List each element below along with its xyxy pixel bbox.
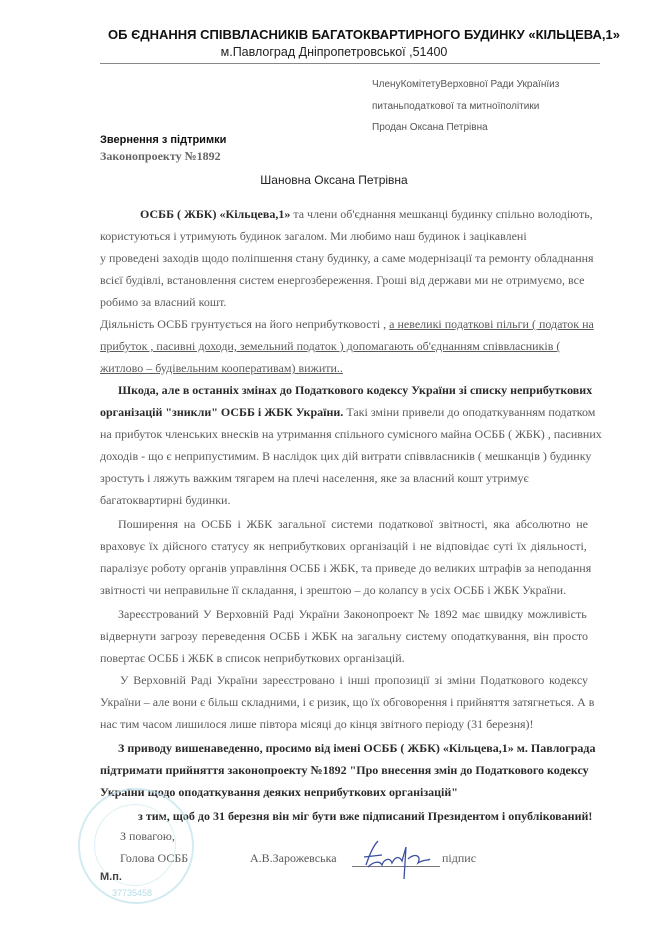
body-text: Зареєстрований У Верховній Раді України Законопроект № 1892 має швидку можливість (118, 607, 587, 621)
signer-position: Голова ОСББ (120, 851, 189, 865)
body-text: Поширення на ОСББ і ЖБК загальної системи податкової звітності, яка абсолютно не (118, 517, 588, 531)
subject-line-1: Звернення з підтримки (100, 134, 227, 146)
body-text: користуються і утримують будинок загалом. Ми любимо наш будинок і зацікавлені (100, 229, 527, 243)
addressee-line-1: ЧленуКомітетуВерховної Ради Українїиз (372, 79, 560, 90)
bold-text: з тим, щоб до 31 березня він міг бути вже підписаний Президентом і опублікований! (138, 809, 593, 823)
text-line (100, 579, 588, 601)
seal-place-mark: М.п. (100, 871, 122, 883)
organization-seal (78, 788, 194, 904)
paragraph-bill (100, 603, 588, 669)
text-line (100, 247, 594, 269)
body-text: та члени об'єднання мешканці будинку спільно володіють, (290, 207, 593, 221)
body-text: повертає ОСББ і ЖБК в список неприбуткових організацій. (100, 651, 405, 665)
organization-title: ОБ ЄДНАННЯ СПІВВЛАСНИКІВ БАГАТОКВАРТИРНОГО БУДИНКУ «КІЛЬЦЕВА,1» (108, 27, 620, 42)
body-text: У Верховній Раді України зареєстровано і інші пропозиції зі зміни Податкового кодексу (120, 673, 588, 687)
body-text: відвернути загрозу переведення ОСББ і ЖБК на загальну систему оподаткування, він просто (100, 629, 588, 643)
body-text: робимо за власний кошт. (100, 295, 227, 309)
body-text: у проведені заходів щодо поліпшення стану будинку, а саме модернізації та ремонту обладнання (100, 251, 594, 265)
text-line (100, 781, 588, 803)
text-line (100, 513, 588, 535)
bold-text: З приводу вишенаведенно, просимо від імені ОСББ ( ЖБК) «Кільцева,1» м. Павлограда (118, 741, 596, 755)
body-text: нас тим часом лишилося лише півтора місяці до кінця звітного періоду (31 березня)! (100, 717, 534, 731)
text-line (100, 445, 592, 467)
organization-address: м.Павлоград Дніпропетровської ,51400 (220, 45, 448, 59)
text-line (100, 423, 602, 445)
handwritten-signature (352, 835, 432, 885)
body-text: Діяльність ОСББ грунтується на його неприбутковості , (100, 317, 390, 331)
seal-number: 37735458 (112, 888, 153, 898)
body-text: доходів - що є неприпустимим. В наслідок цих дій витрати співвласників ( мешканців ) будинку (100, 449, 592, 463)
signature-label: підпис (442, 851, 477, 865)
underlined-text: прибуток , пасивні доходи, земельний податок ) допомагають об'єднанням співвласників ( (100, 339, 561, 353)
addressee-name: Продан Оксана Петрівна (372, 122, 488, 133)
paragraph-other-proposals (100, 669, 595, 735)
addressee-line-2: питаньподаткової та митноїполітики (372, 101, 540, 112)
paragraph-request (100, 737, 596, 803)
text-line (100, 225, 588, 247)
paragraph-problem (100, 379, 602, 511)
bold-text: ОСББ ( ЖБК) «Кільцева,1» (140, 207, 291, 221)
body-text: зростуть і ляжуть важким тягарем на плечі населення, яке за власний кошт утримує (100, 471, 529, 485)
signer-name: А.В.Зарожевська (250, 851, 337, 865)
text-line (100, 357, 588, 379)
text-line (100, 489, 588, 511)
body-text: паралізує роботу органів управління ОСББ і ЖБК, та приведе до великих штрафів за неподання (100, 561, 592, 575)
text-line (100, 625, 588, 647)
text-line (100, 313, 594, 335)
text-line (100, 269, 588, 291)
text-line (100, 291, 588, 313)
text-line (100, 669, 588, 691)
body-text: багатоквартирні будинки. (100, 493, 231, 507)
paragraph-intro (100, 203, 594, 379)
salutation: Шановна Оксана Петрівна (260, 173, 408, 187)
text-line (100, 401, 596, 423)
body-text: всієї будівлі, встановлення систем енергозбереження. Гроші від держави ми не отримуємо, все (100, 273, 585, 287)
text-line (100, 335, 588, 357)
text-line (100, 691, 595, 713)
text-line (100, 737, 596, 759)
closing-regards: З повагою, (120, 829, 175, 843)
paragraph-reporting (100, 513, 592, 601)
bold-text: Шкода, але в останніх змінах до Податкового кодексу України зі списку неприбуткових (118, 383, 593, 397)
bold-text: України щодо оподаткування деяких неприбуткових організацій" (100, 785, 458, 799)
text-line (100, 535, 588, 557)
header-divider (100, 63, 600, 64)
body-text: звітності чи неправильне її складання, і зрештою – до колапсу в усіх ОСББ і ЖБК України. (100, 583, 567, 597)
text-line (100, 203, 593, 225)
underlined-text: а невеликі податкові пільги ( податок на (389, 317, 594, 331)
underlined-text: житлово – будівельним кооперативам) вижити.. (100, 361, 343, 375)
text-line (100, 603, 588, 625)
body-text: враховує їх дійсного статусу як неприбуткових організацій і не відповідає суті їх діяльності, (100, 539, 587, 553)
subject-line-2: Законопроекту №1892 (100, 149, 221, 163)
body-text: Такі зміни привели до оподаткуванням податком (343, 405, 596, 419)
body-text: України – але вони є більш складними, і є ризик, що їх обговорення і прийняття затягнеться. А в (100, 695, 595, 709)
text-line (100, 379, 593, 401)
text-line (100, 713, 588, 735)
text-line (100, 557, 592, 579)
body-text: на прибуток членських внесків на утримання спільного сумісного майна ОСББ ( ЖБК) , пасивних (100, 427, 602, 441)
text-line (100, 759, 588, 781)
text-line (100, 647, 588, 669)
bold-text: підтримати прийняття законопроекту №1892 "Про внесення змін до Податкового кодексу (100, 763, 589, 777)
text-line (100, 467, 588, 489)
bold-text: організацій "зникли" ОСББ і ЖБК України. (100, 405, 344, 419)
